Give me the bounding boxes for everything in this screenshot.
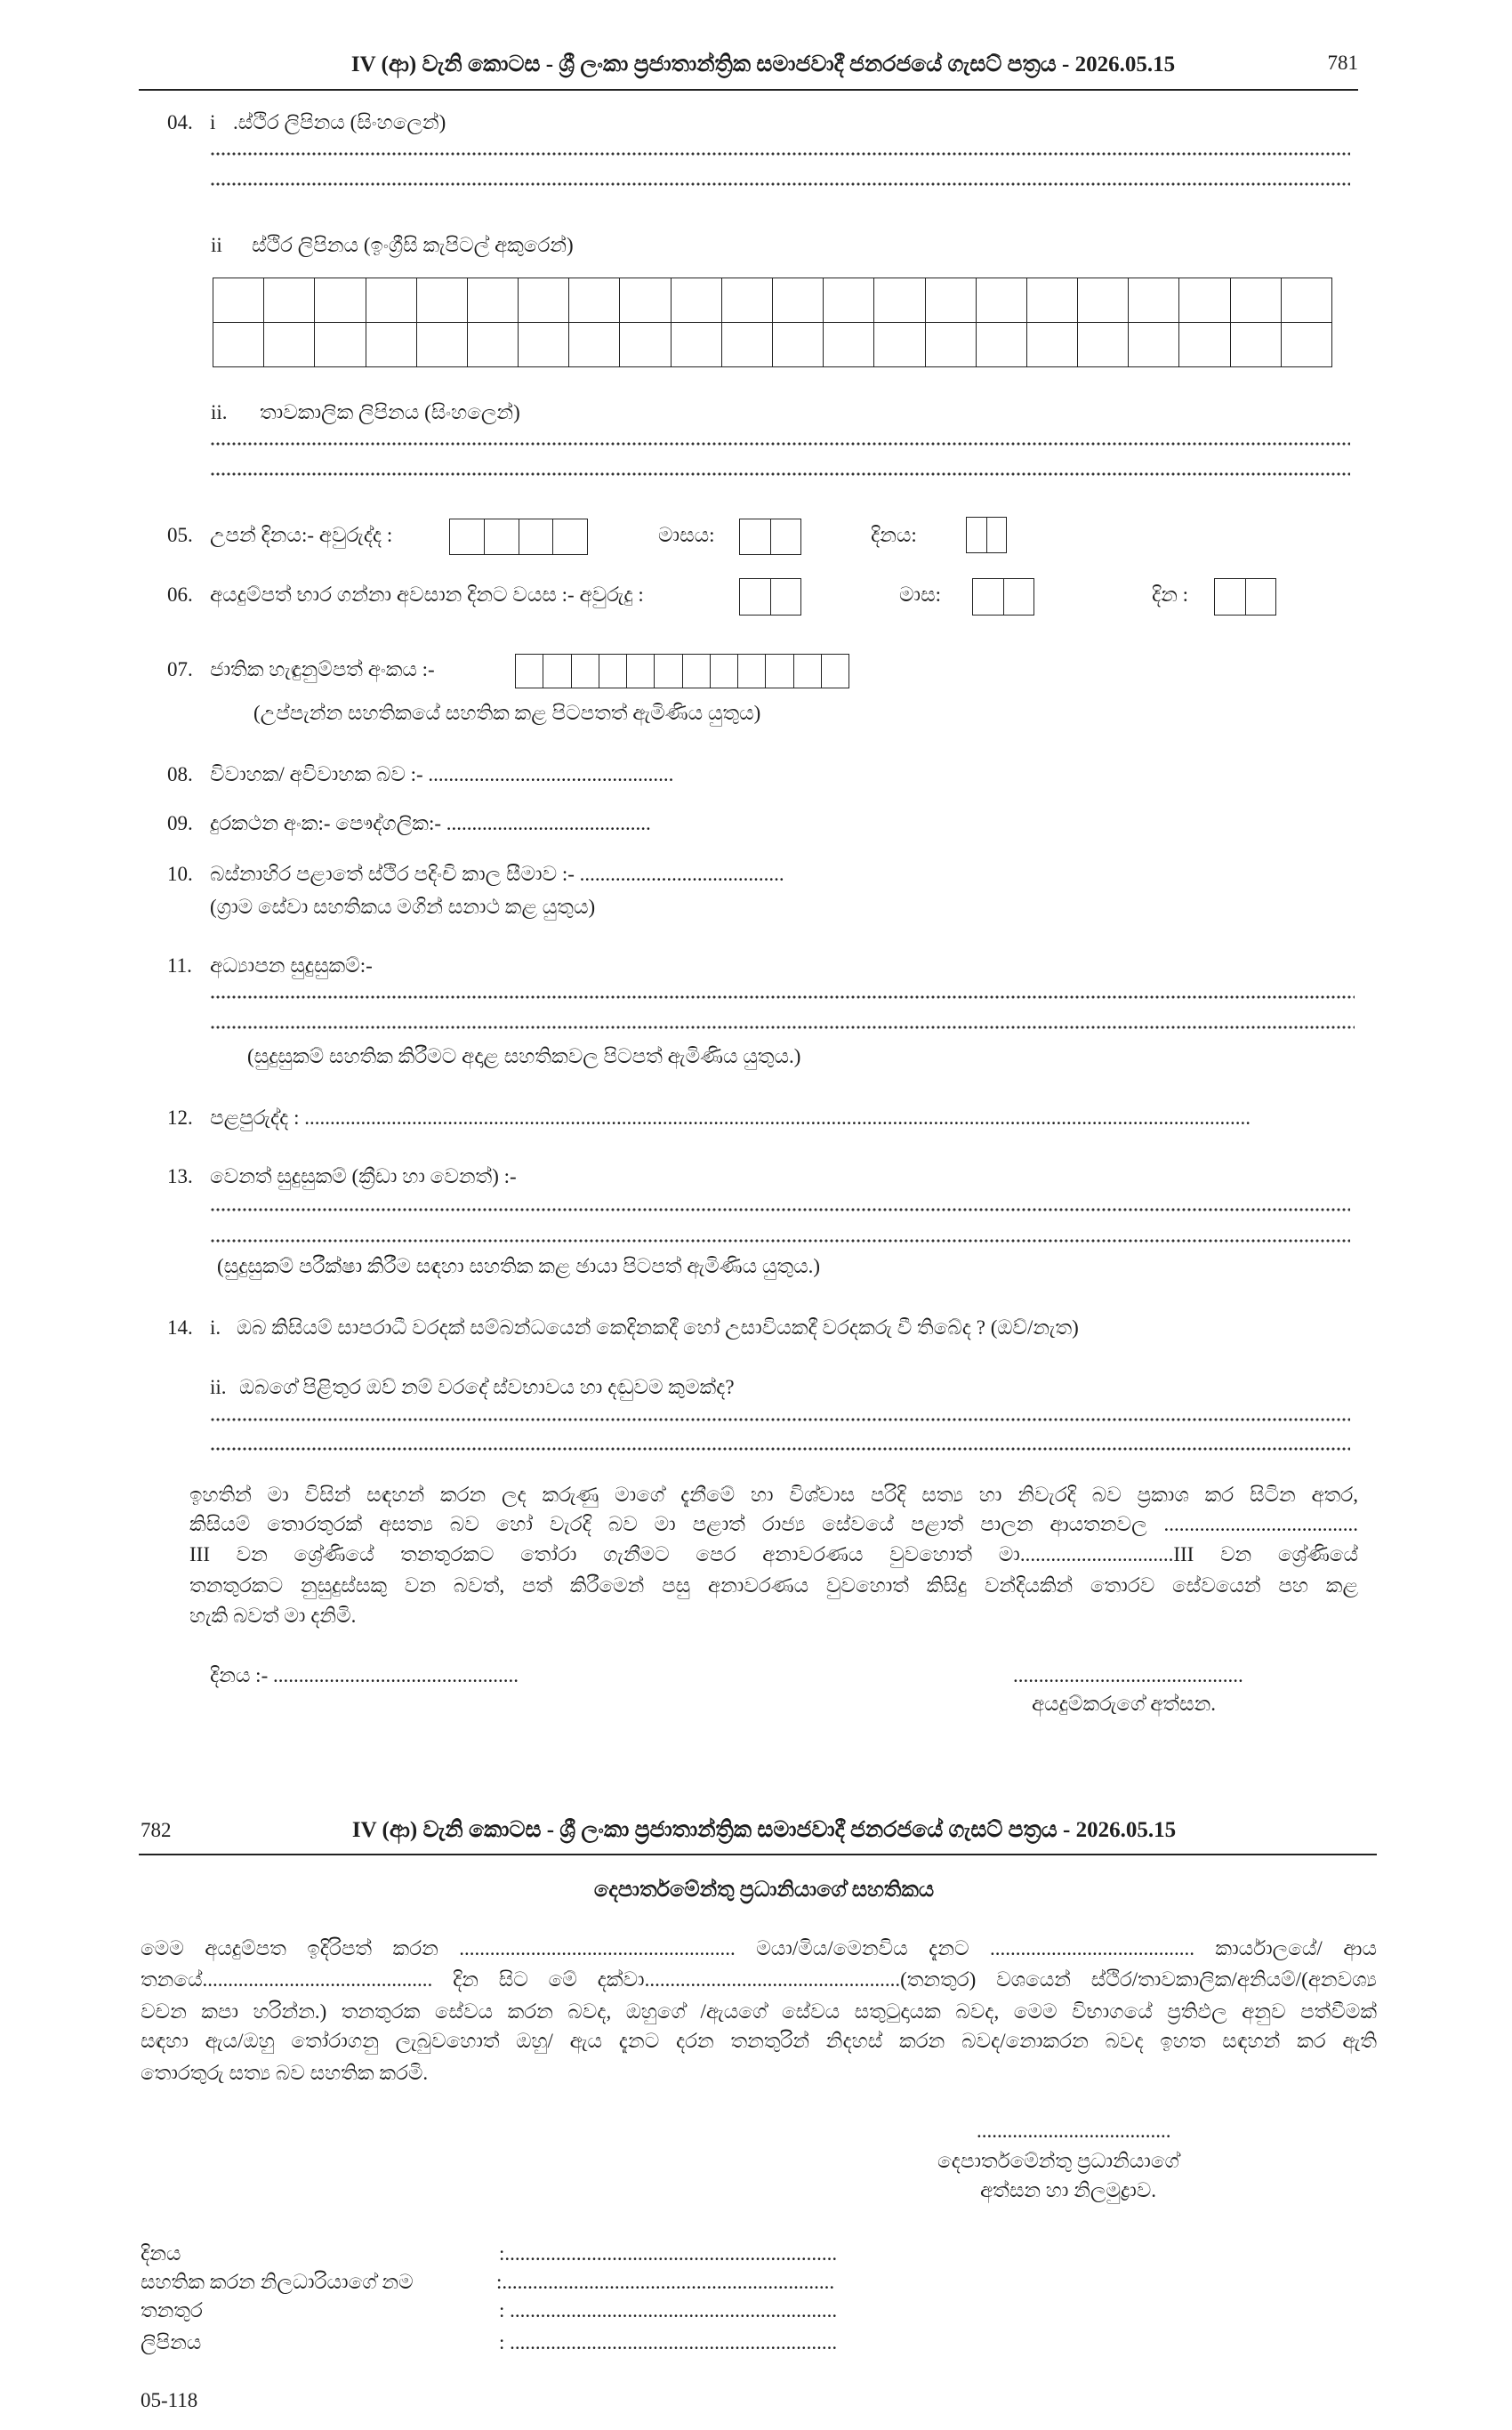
entry-box xyxy=(740,579,771,616)
entry-box xyxy=(683,655,711,688)
dotted-answer-line xyxy=(210,1418,1350,1421)
permanent-address-sinhala-label: .ස්ථිර ලිපිනය (සිංහලෙන්) xyxy=(233,111,446,133)
entry-box xyxy=(315,323,366,367)
age-years-boxes xyxy=(739,578,801,616)
telephone-label: දුරකථන අංක:- පෞද්ගලික:- ........................................ xyxy=(210,812,651,834)
entry-box xyxy=(1179,323,1230,367)
applicant-date-line: දිනය :- ................................................ xyxy=(210,1664,519,1686)
entry-box xyxy=(366,323,417,367)
entry-box xyxy=(672,323,722,367)
entry-box xyxy=(264,278,315,323)
entry-box xyxy=(519,278,569,323)
entry-box xyxy=(926,323,977,367)
entry-box xyxy=(1215,579,1246,616)
item-14-sub-ii: ii. xyxy=(210,1376,227,1398)
entry-box xyxy=(740,519,771,555)
birth-year-label: උපන් දිනය:- අවුරුද්ද : xyxy=(210,524,393,546)
field-date-label: දිනය xyxy=(141,2242,181,2265)
birth-year-boxes xyxy=(449,519,588,555)
nic-number-boxes xyxy=(515,654,849,688)
entry-box xyxy=(1129,323,1179,367)
item-04-sub-i: i xyxy=(210,111,216,133)
entry-box xyxy=(620,278,671,323)
dotted-answer-line xyxy=(210,152,1350,156)
entry-box xyxy=(553,519,588,555)
head-seal-label: අත්සන හා නිලමුද්‍රාව. xyxy=(980,2179,1157,2201)
english-address-letter-grid xyxy=(213,278,1332,367)
entry-box xyxy=(1282,278,1332,323)
entry-box xyxy=(987,518,1008,553)
entry-box xyxy=(213,278,264,323)
entry-box xyxy=(1078,323,1129,367)
dotted-answer-line xyxy=(210,182,1350,186)
entry-box xyxy=(450,519,485,555)
dotted-answer-line xyxy=(210,1239,1350,1243)
page-number: 782 xyxy=(141,1819,172,1841)
offence-details-question: ඔබගේ පිළිතුර ඔව් නම් වරදේ ස්වභාවය හා දඬුවම කුමක්ද? xyxy=(239,1376,735,1398)
page-header-title: IV (ආ) වැනි කොටස - ශ්‍රී ලංකා ප්‍රජාතාන්ත්‍රික සමාජවාදී ජනරජයේ ගැසට් පත්‍රය - 2026.05.15 xyxy=(351,1818,1177,1842)
entry-box xyxy=(1282,323,1332,367)
entry-box xyxy=(264,323,315,367)
residence-note: (ග්‍රාම සේවා සහතිකය මගින් සනාථ කළ යුතුය) xyxy=(210,896,596,918)
footer-code: 05-118 xyxy=(141,2389,198,2411)
field-date-value: :................................................................. xyxy=(499,2242,838,2265)
entry-box xyxy=(627,655,655,688)
entry-box xyxy=(824,278,874,323)
declaration-line: හැකි බවත් මා දනිමි. xyxy=(189,1605,357,1627)
entry-box xyxy=(1027,278,1078,323)
birth-day-label: දිනය: xyxy=(871,524,917,546)
entry-box xyxy=(485,519,519,555)
item-12-number: 12. xyxy=(167,1106,193,1129)
field-officer-name-label: සහතික කරන නිලධාරියාගේ නම xyxy=(141,2271,414,2293)
certificate-line: සඳහා ඇය/ඔහු තෝරාගනු ලැබුවහොත් ඔහු/ ඇය දැනට දරන තනතුරින් නිදහස් කරන බවද/නොකරන බවද ඉහත සඳහන් කර ඇති xyxy=(141,2030,1377,2052)
entry-box xyxy=(1179,278,1230,323)
entry-box xyxy=(519,323,569,367)
birth-month-label: මාසය: xyxy=(658,524,715,546)
dotted-answer-line xyxy=(210,995,1355,999)
entry-box xyxy=(771,519,802,555)
field-address-label: ලිපිනය xyxy=(141,2331,202,2354)
entry-box xyxy=(543,655,571,688)
item-04-sub-ii: ii xyxy=(211,234,222,256)
entry-box xyxy=(1027,323,1078,367)
item-07-number: 07. xyxy=(167,658,193,680)
field-designation-label: තනතුර xyxy=(141,2299,203,2321)
entry-box xyxy=(773,323,824,367)
entry-box xyxy=(771,579,802,616)
header-rule xyxy=(139,89,1358,91)
entry-box xyxy=(794,655,822,688)
entry-box xyxy=(315,278,366,323)
item-05-number: 05. xyxy=(167,524,193,546)
entry-box xyxy=(655,655,682,688)
age-years-label: අයදුම්පත් භාර ගන්නා අවසාන දිනට වයස :- අවුරුදු : xyxy=(210,583,644,606)
entry-box xyxy=(738,655,766,688)
item-04-sub-iii: ii. xyxy=(211,401,228,423)
entry-box xyxy=(926,278,977,323)
certificate-line: තොරතුරු සත්‍ය බව සහතික කරමි. xyxy=(141,2062,429,2084)
item-04-number: 04. xyxy=(167,111,193,133)
entry-box xyxy=(766,655,793,688)
birth-day-boxes xyxy=(966,517,1007,553)
nic-number-label: ජාතික හැඳුනුම්පත් අංකය :- xyxy=(210,658,435,680)
entry-box xyxy=(516,655,543,688)
age-months-label: මාස: xyxy=(899,583,942,606)
page-number: 781 xyxy=(1327,52,1358,74)
head-signature-label: දෙපාර්තමේන්තු ප්‍රධානියාගේ xyxy=(937,2150,1179,2172)
criminal-offence-question: ඔබ කිසියම් සාපරාධී වරදක් සම්බන්ධයෙන් කෙදිනකදී හෝ උසාවියකදී වරදකරු වී තිබේද ? (ඔව්/නැත) xyxy=(237,1316,1079,1339)
entry-box xyxy=(711,655,738,688)
entry-box xyxy=(672,278,722,323)
entry-box xyxy=(468,323,519,367)
applicant-signature-label: අයදුම්කරුගේ අත්සන. xyxy=(1032,1693,1217,1715)
entry-box xyxy=(1231,323,1282,367)
entry-box xyxy=(366,278,417,323)
entry-box xyxy=(824,323,874,367)
declaration-line: කිසියම් තොරතුරක් අසත්‍ය බව හෝ වැරදි බව මා පළාත් රාජ්‍ය සේවයේ පළාත් පාලන ආයතනවල ...................................... xyxy=(189,1513,1358,1535)
item-10-number: 10. xyxy=(167,863,193,885)
entry-box xyxy=(1246,579,1277,616)
item-08-number: 08. xyxy=(167,763,193,785)
entry-box xyxy=(1231,278,1282,323)
dotted-answer-line xyxy=(210,442,1350,446)
item-14-number: 14. xyxy=(167,1316,193,1339)
item-11-number: 11. xyxy=(167,954,192,977)
entry-box xyxy=(468,278,519,323)
entry-box xyxy=(569,278,620,323)
entry-box xyxy=(977,278,1027,323)
entry-box xyxy=(569,323,620,367)
other-qualifications-label: වෙනත් සුදුසුකම් (ක්‍රීඩා හා වෙනත්) :- xyxy=(210,1165,517,1187)
entry-box xyxy=(977,323,1027,367)
entry-box xyxy=(599,655,627,688)
entry-box xyxy=(1078,278,1129,323)
marital-status-label: විවාහක/ අවිවාහක බව :- ................................................ xyxy=(210,763,674,785)
certificate-line: මෙම අයදුම්පත ඉදිරිපත් කරන ...................................................... මයා/මිය/මෙනවිය දැනට ........................................ කාර්යාලයේ/ ආය xyxy=(141,1937,1377,1959)
entry-box xyxy=(417,323,468,367)
dotted-answer-line xyxy=(210,1026,1355,1029)
item-09-number: 09. xyxy=(167,812,193,834)
age-days-label: දින : xyxy=(1152,583,1189,606)
entry-box xyxy=(213,323,264,367)
education-note: (සුදුසුකම් සහතික කිරීමට අදාළ සහතිකවල පිටපත් ඇමිණිය යුතුය.) xyxy=(247,1045,801,1067)
entry-box xyxy=(417,278,468,323)
entry-box xyxy=(822,655,849,688)
birth-month-boxes xyxy=(739,519,801,555)
field-officer-name-value: :................................................................. xyxy=(496,2271,835,2293)
nic-note: (උප්පැන්න සහතිකයේ සහතික කළ පිටපතත් ඇමිණිය යුතුය) xyxy=(253,702,761,724)
declaration-line: III වන ශ්‍රේණියේ තනතුරකට තෝරා ගැනීමට පෙර අනාවරණය වුවහොත් මා..............................III වන ශ්‍රේණියේ xyxy=(189,1543,1358,1565)
entry-box xyxy=(874,278,925,323)
experience-label: පළපුරුද්ද : ......................................................................................................................................................................................... xyxy=(210,1106,1251,1129)
certificate-line: තනයේ............................................. දින සිට මේ දක්වා..................................................(තනතුර) වශයෙන් ස්ථිර/තාවකාලික/අනියම්/(අනවශ්‍ය xyxy=(141,1968,1377,1991)
residence-period-label: බස්නාහිර පළාතේ ස්ථිර පදිංචි කාල සීමාව :- ........................................ xyxy=(210,863,784,885)
entry-box xyxy=(519,519,554,555)
dotted-answer-line xyxy=(210,1208,1350,1211)
entry-box xyxy=(722,278,773,323)
entry-box xyxy=(1129,278,1179,323)
entry-box xyxy=(572,655,599,688)
field-designation-value: : ................................................................ xyxy=(499,2299,838,2321)
entry-box xyxy=(967,518,987,553)
age-months-boxes xyxy=(972,578,1034,616)
entry-box xyxy=(773,278,824,323)
entry-box xyxy=(620,323,671,367)
item-06-number: 06. xyxy=(167,583,193,606)
age-days-boxes xyxy=(1214,578,1276,616)
declaration-line: ඉහතින් මා විසින් සඳහන් කරන ලද කරුණු මාගේ දැනීමේ හා විශ්වාස පරිදි සත්‍ය හා නිවැරදි බව ප්‍රකාශ කර සිටින අතර, xyxy=(189,1484,1358,1506)
field-address-value: : ................................................................ xyxy=(499,2331,838,2354)
head-signature-dots: ...................................... xyxy=(977,2120,1171,2142)
dotted-answer-line xyxy=(210,1447,1350,1451)
header-rule xyxy=(139,1854,1377,1855)
entry-box xyxy=(874,323,925,367)
entry-box xyxy=(1004,579,1035,616)
entry-box xyxy=(722,323,773,367)
education-label: අධ්‍යාපන සුදුසුකම්:- xyxy=(210,954,373,977)
entry-box xyxy=(973,579,1004,616)
item-14-sub-i: i. xyxy=(210,1316,221,1339)
certificate-title: දෙපාර්තමේන්තු ප්‍රධානියාගේ සහතිකය xyxy=(593,1879,935,1902)
page-header-title: IV (ආ) වැනි කොටස - ශ්‍රී ලංකා ප්‍රජාතාන්ත්‍රික සමාජවාදී ජනරජයේ ගැසට් පත්‍රය - 2026.05.15 xyxy=(350,52,1176,76)
declaration-line: තනතුරකට නුසුදුස්සකු වන බවත්, පත් කිරීමෙන් පසු අනාවරණය වුවහොත් කිසිදු වන්දියකින් තොරව සේවයෙන් පහ කළ xyxy=(189,1574,1358,1597)
applicant-signature-dots: ............................................. xyxy=(1013,1664,1243,1686)
temporary-address-label: තාවකාලික ලිපිනය (සිංහලෙන්) xyxy=(260,401,520,423)
item-13-number: 13. xyxy=(167,1165,193,1187)
other-qualifications-note: (සුදුසුකම් පරීක්ෂා කිරීම සඳහා සහතික කළ ඡායා පිටපත් ඇමිණිය යුතුය.) xyxy=(217,1255,821,1277)
certificate-line: වචන කපා හරින්න.) තනතුරක සේවය කරන බවද, ඔහුගේ /ඇයගේ සේවය සතුටුදායක බවද, මෙම විභාගයේ ප්‍රතිඵල අනුව පත්වීමක් xyxy=(141,2000,1377,2023)
permanent-address-english-label: ස්ථිර ලිපිනය (ඉංග්‍රීසි කැපිටල් අකුරෙන්) xyxy=(252,234,574,256)
dotted-answer-line xyxy=(210,472,1350,476)
